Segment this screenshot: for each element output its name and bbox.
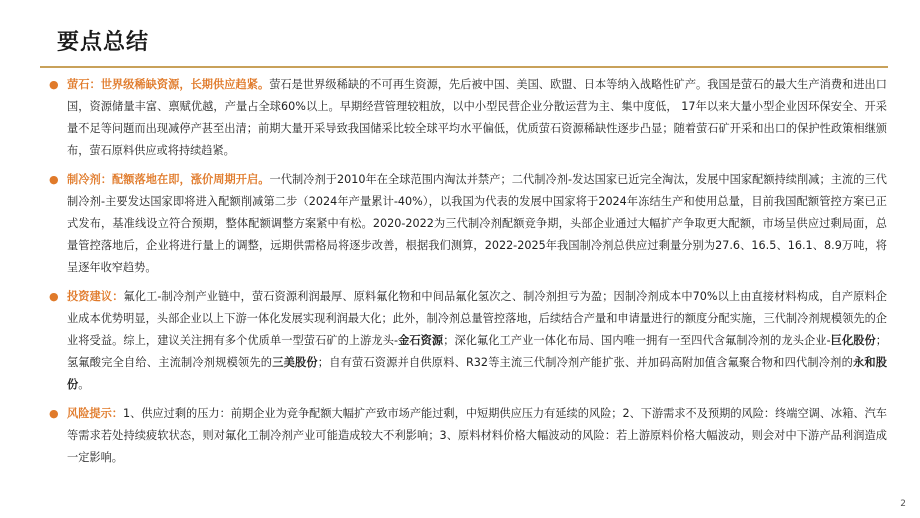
company-name: 巨化股份 [830,334,876,347]
bullet-body-part: ；自有萤石资源并自供原料、R32等主流三代制冷剂产能扩张、并加码高附加值含氟聚合物和四代制冷剂的 [317,356,853,369]
bullet-dot-icon: ● [49,290,59,303]
summary-content [49,74,887,476]
bullet-body-part: ；氢氟酸完全自给、主流制冷剂规模领先的 [67,334,887,369]
bullet-heading: 制冷剂：配额落地在即，涨价周期开启。 [67,173,270,186]
bullet-body-part: 氟化工-制冷剂产业链中，萤石资源利润最厚、原料氟化物和中间品氟化氢次之、制冷剂担亏为盈；因制冷剂成本中70%以上由直接材料构成，自产原料企业成本优势明显，头部企业以上下游一体化发展实现利润最大化；此外，制冷剂总量管控落地，后续结合产量和申请量进行的额度分配实施，三代制冷剂规模领先的企业将受益。综上，建议关注拥有多个优质单一型萤石矿的上游龙头- [67,290,887,347]
bullet-investment [49,286,887,396]
bullet-risk [49,403,887,469]
title-divider [40,66,888,68]
bullet-heading: 萤石：世界级稀缺资源，长期供应趋紧。 [67,78,270,91]
bullet-dot-icon: ● [49,78,59,91]
bullet-body: 一代制冷剂于2010年在全球范围内淘汰并禁产；二代制冷剂-发达国家已近完全淘汰，发展中国家配额持续削减；主流的三代制冷剂-主要发达国家即将进入配额削减第二步（2024年产量累计-40%），以我国为代表的发展中国家将于2024年冻结生产和使用总量，目前我国配额管控方案已正式发布，基准线设立符合预期，整体配额调整方案紧中有松。2020-2022为三代制冷剂配额竞争期，头部企业通过大幅扩产争取更大配额，市场呈供应过剩局面，总量管控落地后，企业将进行量上的调整，远期供需格局将逐步改善，根据我们测算，2022-2025年我国制冷剂总供应过剩量分别为27.6、16.5、16.1、8.9万吨，将呈逐年收窄趋势。 [67,173,887,274]
bullet-body-part: ；深化氟化工产业一体化布局、国内唯一拥有一至四代含氟制冷剂的龙头企业- [443,334,831,347]
bullet-body-part: 。 [78,378,90,391]
company-name: 三美股份 [272,356,318,369]
bullet-heading: 投资建议： [67,290,124,303]
company-name: 永和股份 [67,356,887,391]
bullet-dot-icon: ● [49,173,59,186]
bullet-dot-icon: ● [49,407,59,420]
bullet-body: 萤石是世界级稀缺的不可再生资源，先后被中国、美国、欧盟、日本等纳入战略性矿产。我国是萤石的最大生产消费和进出口国，资源储量丰富、禀赋优越，产量占全球60%以上。早期经营管理较粗放，以中小型民营企业分散运营为主、集中度低， 17年以来大量小型企业因环保安全、开采量不足等问题而出现减停产甚至出清；前期大量开采导致我国储采比较全球平均水平偏低，优质萤石资源稀缺性逐步凸显；随着萤石矿开采和出口的保护性政策相继颁布，萤石原料供应或将持续趋紧。 [67,78,887,157]
company-name: 金石资源 [398,334,444,347]
bullet-heading: 风险提示： [67,407,123,420]
bullet-refrigerant [49,169,887,279]
page-number: 2 [900,499,906,509]
page-title: 要点总结 [57,30,150,55]
bullet-fluorite [49,74,887,162]
bullet-body: 1、供应过剩的压力：前期企业为竞争配额大幅扩产致市场产能过剩，中短期供应压力有延续的风险；2、下游需求不及预期的风险：终端空调、冰箱、汽车等需求若处持续疲软状态，则对氟化工制冷剂产业可能造成较大不利影响；3、原料材料价格大幅波动的风险：若上游原料价格大幅波动，则会对中下游产品利润造成一定影响。 [67,407,887,464]
